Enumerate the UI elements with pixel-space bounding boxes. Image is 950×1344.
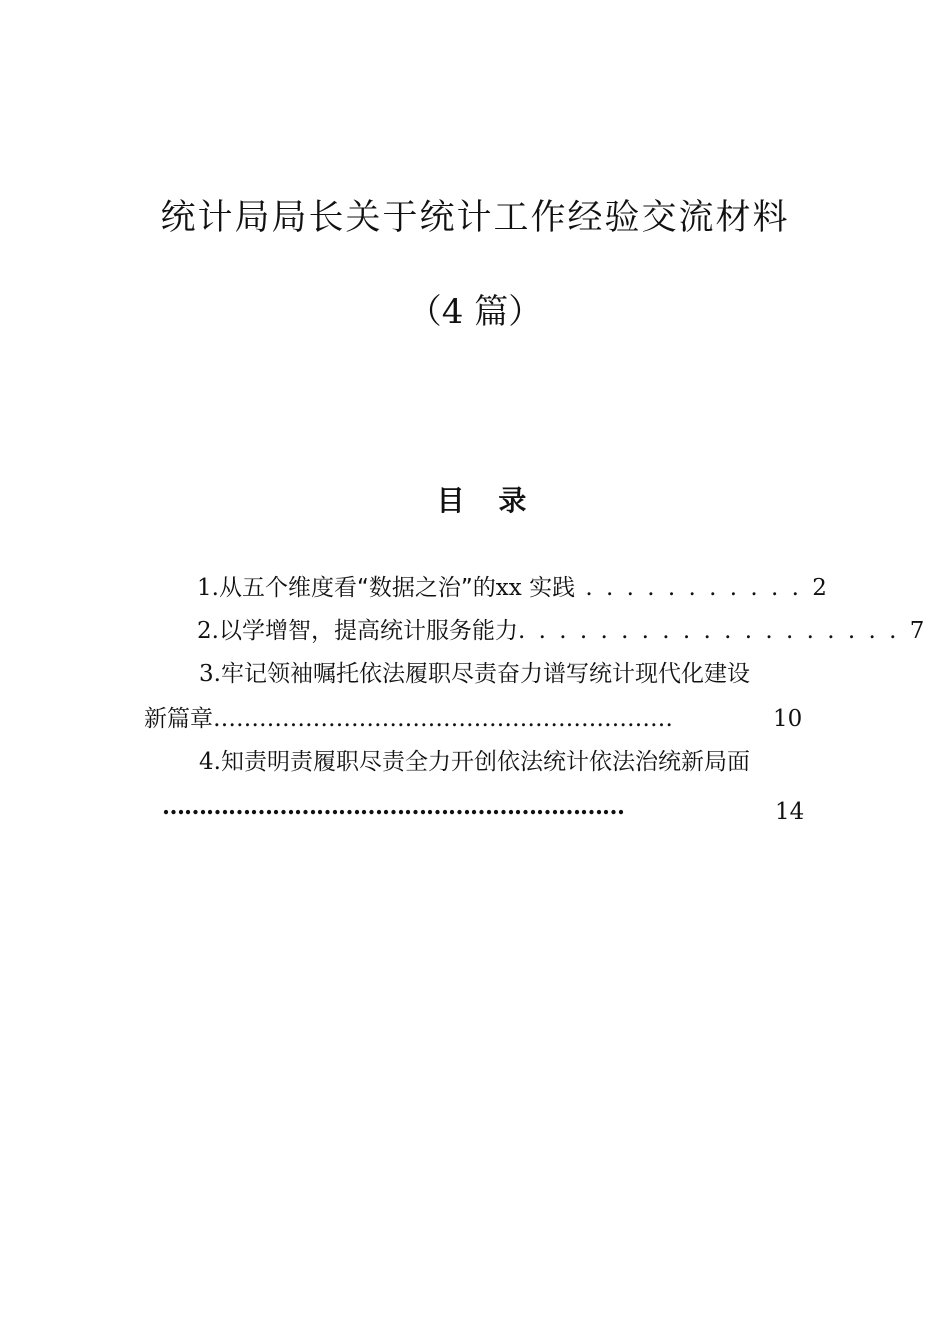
- toc-entry-2-page: 7: [909, 618, 925, 644]
- toc-entry-4-leader: ………………………………………………………: [162, 793, 624, 820]
- toc-entry-3-title-line1: 牢记领袖嘱托依法履职尽责奋力谱写统计现代化建设: [220, 661, 750, 687]
- document-subtitle: （4 篇）: [407, 292, 543, 332]
- toc-entry-3-number: 3.: [199, 661, 221, 687]
- toc-entry-3[interactable]: [199, 657, 750, 691]
- toc-entry-4-title-line1: 知责明责履职尽责全力开创依法统计依法治统新局面: [220, 749, 750, 775]
- toc-entry-1-leader: . . . . . . . . . . .: [575, 575, 813, 601]
- toc-entry-3-title-line2: 新篇章: [144, 706, 213, 732]
- toc-entry-1[interactable]: [197, 571, 827, 605]
- toc-entry-1-page: 2: [812, 575, 827, 601]
- document-title: 统计局局长关于统计工作经验交流材料: [160, 198, 790, 238]
- toc-entry-4-page: 14: [775, 799, 805, 825]
- toc-entry-1-title: 从五个维度看“数据之治”的: [218, 575, 496, 601]
- toc-entry-1-title-end: 实践: [529, 575, 576, 601]
- toc-heading: 目 录: [436, 484, 539, 517]
- toc-entry-3-page: 10: [773, 706, 803, 732]
- toc-entry-1-number: 1.: [197, 575, 219, 601]
- toc-entry-1-title-xx: xx: [495, 575, 522, 601]
- toc-entry-3-continuation[interactable]: [144, 702, 673, 736]
- toc-entry-4-number: 4.: [199, 749, 221, 775]
- toc-entry-4[interactable]: [199, 745, 750, 779]
- toc-entry-3-leader: ……………………………………………………: [213, 706, 673, 732]
- toc-entry-2-title: 以学增智，提高统计服务能力: [218, 618, 518, 644]
- toc-entry-2-leader: . . . . . . . . . . . . . . . . . . .: [517, 618, 910, 644]
- toc-entry-2-number: 2.: [197, 618, 219, 644]
- toc-entry-2[interactable]: [197, 614, 924, 648]
